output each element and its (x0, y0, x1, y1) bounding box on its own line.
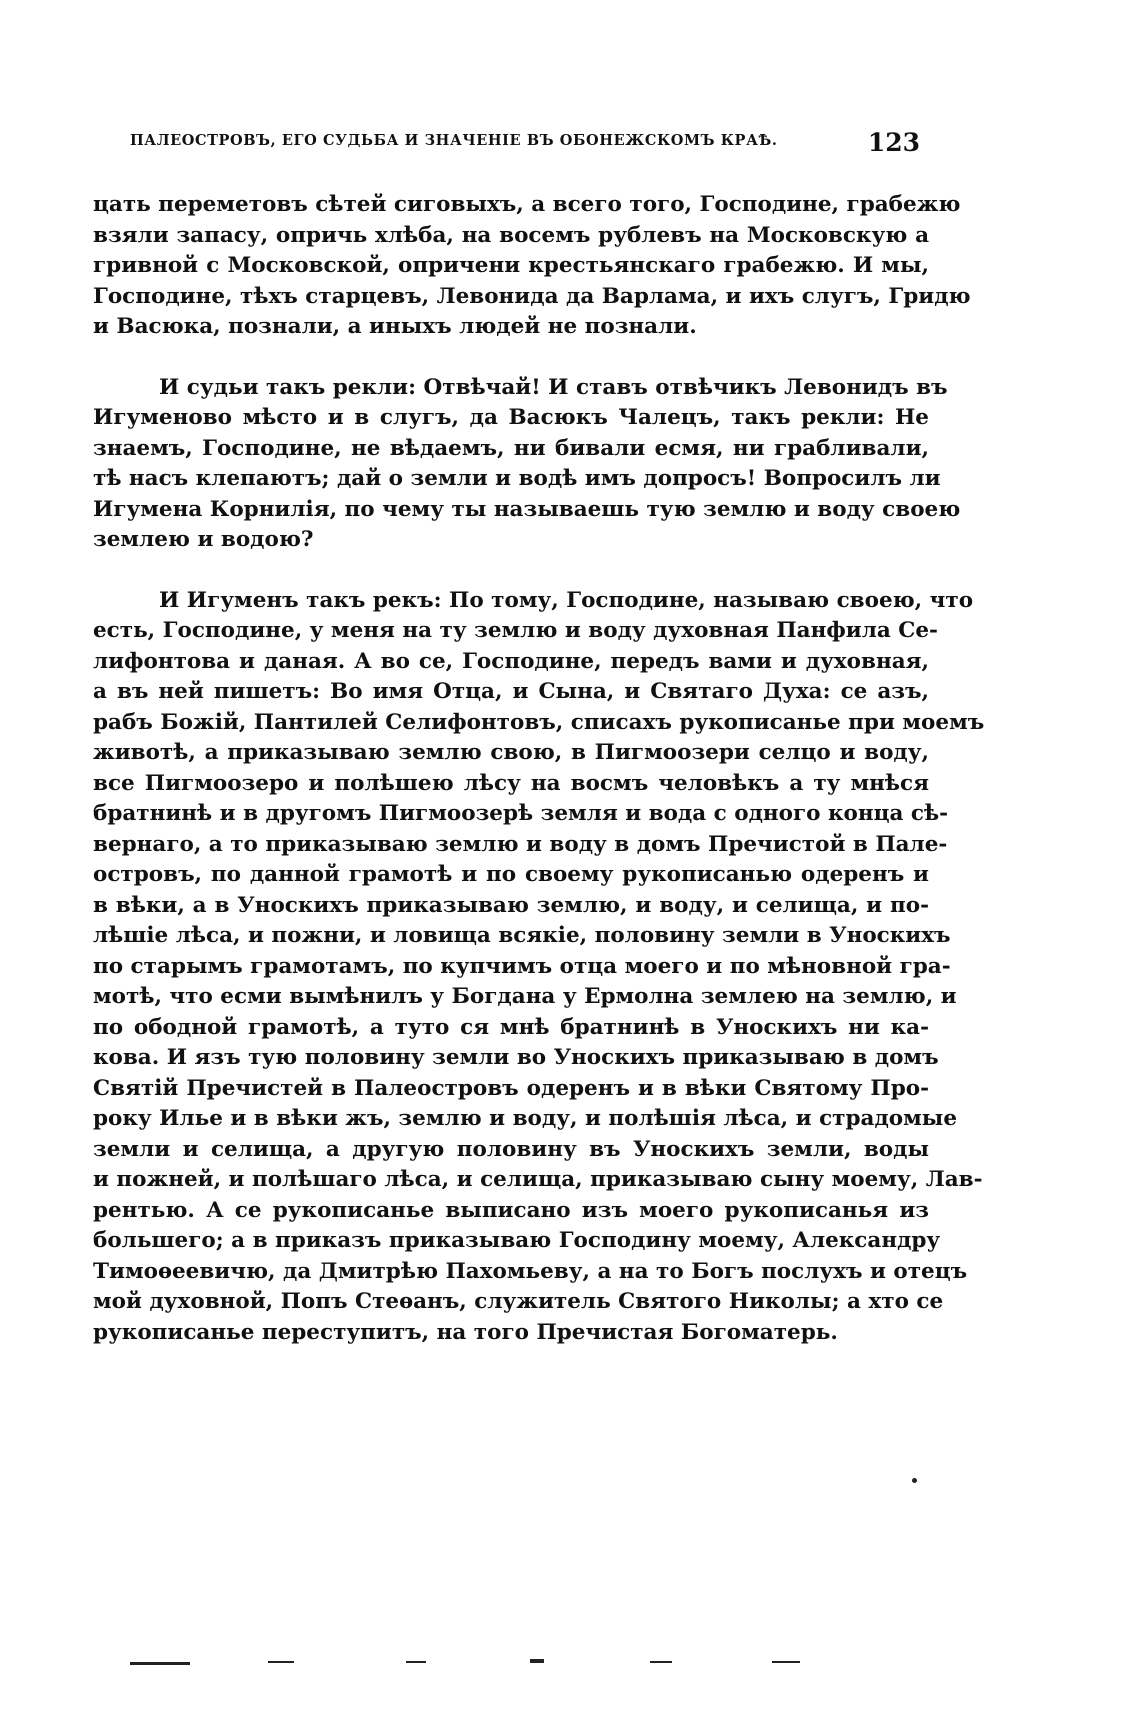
text-line: по старымъ грамотамъ, по купчимъ отца моего и по мѣновной гра- (93, 953, 951, 979)
page-number: 123 (867, 128, 920, 157)
text-line: И судьи такъ рекли: Отвѣчай! И ставъ отвѣчикъ Левонидъ въ (159, 374, 948, 400)
text-line: братнинѣ и в другомъ Пигмоозерѣ земля и вода с одного конца сѣ- (93, 801, 949, 826)
running-title: ПАЛЕОСТРОВЪ, ЕГО СУДЬБА И ЗНАЧЕНІЕ ВЪ ОБОНЕЖСКОМЪ КРАѢ. (130, 132, 778, 149)
text-line: знаемъ, Господине, не вѣдаемъ, ни бивали есмя, ни грабливали, (93, 435, 929, 461)
text-line: кова. И язъ тую половину земли во Уноскихъ приказываю в домъ (93, 1045, 939, 1070)
text-line: цать переметовъ сѣтей сиговыхъ, а всего того, Господине, грабежю (93, 192, 961, 217)
bottom-rule (650, 1661, 672, 1663)
text-line: тѣ насъ клепаютъ; дай о земли и водѣ имъ допросъ! Вопросилъ ли (93, 466, 941, 491)
text-line: рабъ Божій, Пантилей Селифонтовъ, списахъ рукописанье при моемъ (93, 709, 985, 735)
bottom-rule (530, 1659, 544, 1663)
paragraph-2 (93, 373, 961, 556)
text-line: землею и водою? (93, 527, 314, 552)
paragraph-3 (93, 586, 985, 1349)
text-line: и пожней, и полѣшаго лѣса, и селища, приказываю сыну моему, Лав- (93, 1167, 983, 1192)
text-line: большего; а в приказъ приказываю Господину моему, Александру (93, 1228, 941, 1253)
text-line: И Игуменъ такъ рекъ: По тому, Господине, называю своею, что (159, 587, 974, 613)
text-line: в вѣки, а в Уноскихъ приказываю землю, и воду, и селища, и по- (93, 892, 929, 918)
bottom-rule (268, 1661, 294, 1663)
text-line: земли и селища, а другую половину въ Уноскихъ земли, воды (93, 1136, 929, 1162)
paragraph-gap (93, 556, 929, 586)
text-line: гривной с Московской, опричени крестьянскаго грабежю. И мы, (93, 253, 929, 278)
paragraph-1 (93, 190, 971, 343)
bottom-rule (406, 1661, 426, 1663)
text-line: року Илье и в вѣки жъ, землю и воду, и полѣшія лѣса, и страдомые (93, 1106, 958, 1131)
text-line: рентью. А се рукописанье выписано изъ моего рукописанья из (93, 1197, 929, 1223)
text-line: Игуменово мѣсто и в слугъ, да Васюкъ Чалецъ, такъ рекли: Не (93, 405, 929, 430)
text-line: а въ ней пишетъ: Во имя Отца, и Сына, и Святаго Духа: се азъ, (93, 679, 929, 704)
text-line: Господине, тѣхъ старцевъ, Левонида да Варлама, и ихъ слугъ, Гридю (93, 283, 971, 309)
text-line: по ободной грамотѣ, а туто ся мнѣ братнинѣ в Уноскихъ ни ка- (93, 1014, 929, 1040)
bottom-rule (772, 1661, 800, 1663)
text-line: мой духовной, Попъ Стеѳанъ, служитель Святого Николы; а хто се (93, 1289, 944, 1314)
text-line: Игумена Корнилія, по чему ты называешь тую землю и воду своею (93, 496, 961, 522)
text-line: все Пигмоозеро и полѣшею лѣсу на восмъ человѣкъ а ту мнѣся (93, 770, 929, 796)
bottom-rule (130, 1662, 190, 1665)
text-line: рукописанье переступитъ, на того Пречистая Богоматерь. (93, 1319, 838, 1345)
text-line: мотѣ, что есми вымѣнилъ у Богдана у Ермолна землею на землю, и (93, 984, 957, 1009)
running-head (130, 128, 920, 160)
ink-speck (912, 1478, 917, 1483)
text-line: островъ, по данной грамотѣ и по своему рукописанью одеренъ и (93, 862, 929, 887)
text-line: есть, Господине, у меня на ту землю и воду духовная Панфила Се- (93, 618, 938, 643)
text-line: лѣшіе лѣса, и пожни, и ловища всякіе, половину земли в Уноскихъ (93, 923, 951, 948)
text-line: и Васюка, познали, а иныхъ людей не познали. (93, 314, 697, 339)
text-line: Тимоѳеевичю, да Дмитрѣю Пахомьеву, а на то Богъ послухъ и отецъ (93, 1258, 968, 1284)
text-line: животѣ, а приказываю землю свою, в Пигмоозери селцо и воду, (93, 740, 929, 765)
text-line: Святій Пречистей в Палеостровъ одеренъ и в вѣки Святому Про- (93, 1075, 929, 1101)
text-line: взяли запасу, опричь хлѣба, на восемъ рублевъ на Московскую а (93, 222, 929, 248)
text-line: лифонтова и даная. А во се, Господине, передъ вами и духовная, (93, 648, 929, 674)
body-text (93, 190, 985, 1348)
paragraph-gap (93, 343, 929, 373)
text-line: вернаго, а то приказываю землю и воду в домъ Пречистой в Пале- (93, 831, 948, 857)
